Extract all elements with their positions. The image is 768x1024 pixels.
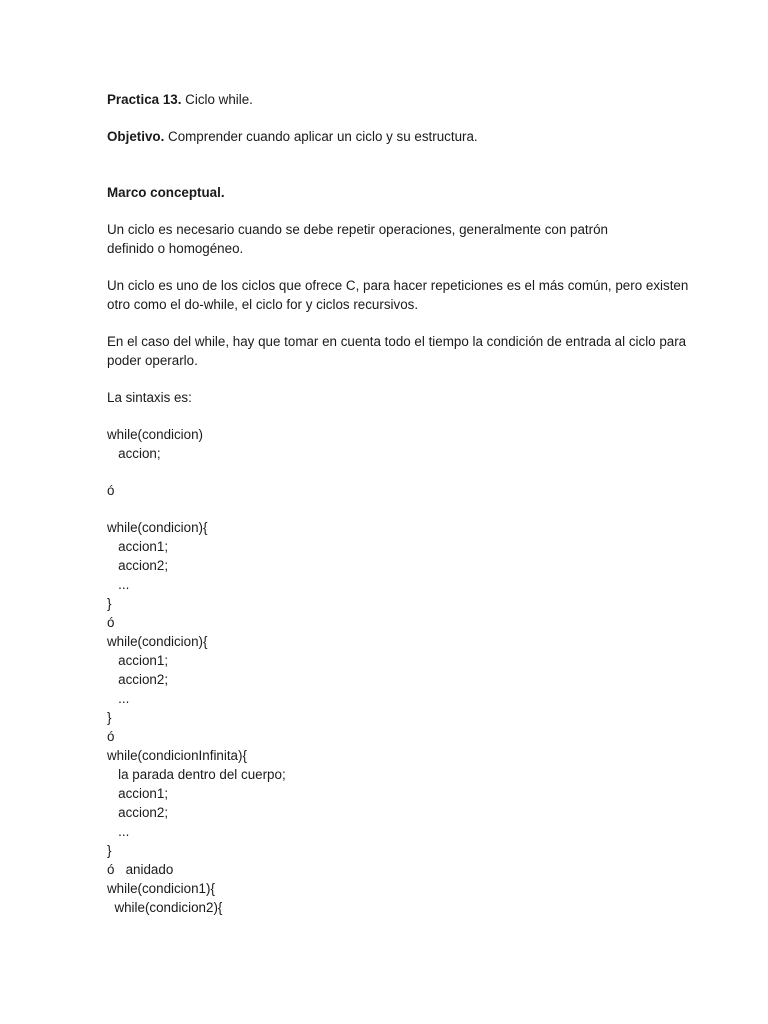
code-line: accion2; (107, 672, 169, 687)
or-separator-nested: ó anidado (107, 862, 174, 877)
code-line: accion1; (107, 653, 169, 668)
paragraph-2-line-2: otro como el do-while, el ciclo for y ciclos recursivos. (107, 297, 419, 312)
or-separator: ó (107, 729, 115, 744)
syntax-label: La sintaxis es: (107, 390, 192, 405)
code-line: accion1; (107, 539, 169, 554)
code-line: ... (107, 691, 130, 706)
code-line: while(condicion2){ (107, 900, 223, 915)
code-line: accion; (107, 446, 161, 461)
code-line: accion1; (107, 786, 169, 801)
or-separator: ó (107, 483, 115, 498)
code-line: accion2; (107, 805, 169, 820)
code-line: } (107, 843, 112, 858)
code-line: while(condicion) (107, 427, 204, 442)
objective-text: Comprender cuando aplicar un ciclo y su estructura. (164, 129, 478, 144)
code-examples (107, 425, 667, 917)
code-line: while(condicion1){ (107, 881, 215, 896)
paragraph-1: Un ciclo es necesario cuando se debe repetir operaciones, generalmente con patrón definido o homogéneo. (107, 222, 608, 256)
practice-title (107, 90, 667, 109)
paragraph-3-line-2: poder operarlo. (107, 353, 198, 368)
code-line: } (107, 596, 112, 611)
section-heading (107, 183, 667, 202)
practice-text: Ciclo while. (181, 92, 253, 107)
practice-label: Practica 13. (107, 92, 182, 107)
code-line: la parada dentro del cuerpo; (107, 767, 286, 782)
objective-label: Objetivo. (107, 129, 165, 144)
code-line: } (107, 710, 112, 725)
marco-heading: Marco conceptual. (107, 185, 225, 200)
or-separator: ó (107, 615, 115, 630)
paragraph-3-line-1: En el caso del while, hay que tomar en cuenta todo el tiempo la condición de entrada al ciclo para (107, 334, 687, 349)
code-line: while(condicion){ (107, 520, 208, 535)
code-line: accion2; (107, 558, 169, 573)
paragraph-2-line-1: Un ciclo es uno de los ciclos que ofrece C, para hacer repeticiones es el más común, pero existen (107, 278, 689, 293)
code-line: ... (107, 824, 130, 839)
code-line: while(condicion){ (107, 634, 208, 649)
code-line: ... (107, 577, 130, 592)
objective-line (107, 127, 667, 146)
code-line: while(condicionInfinita){ (107, 748, 247, 763)
document-page (107, 90, 689, 917)
